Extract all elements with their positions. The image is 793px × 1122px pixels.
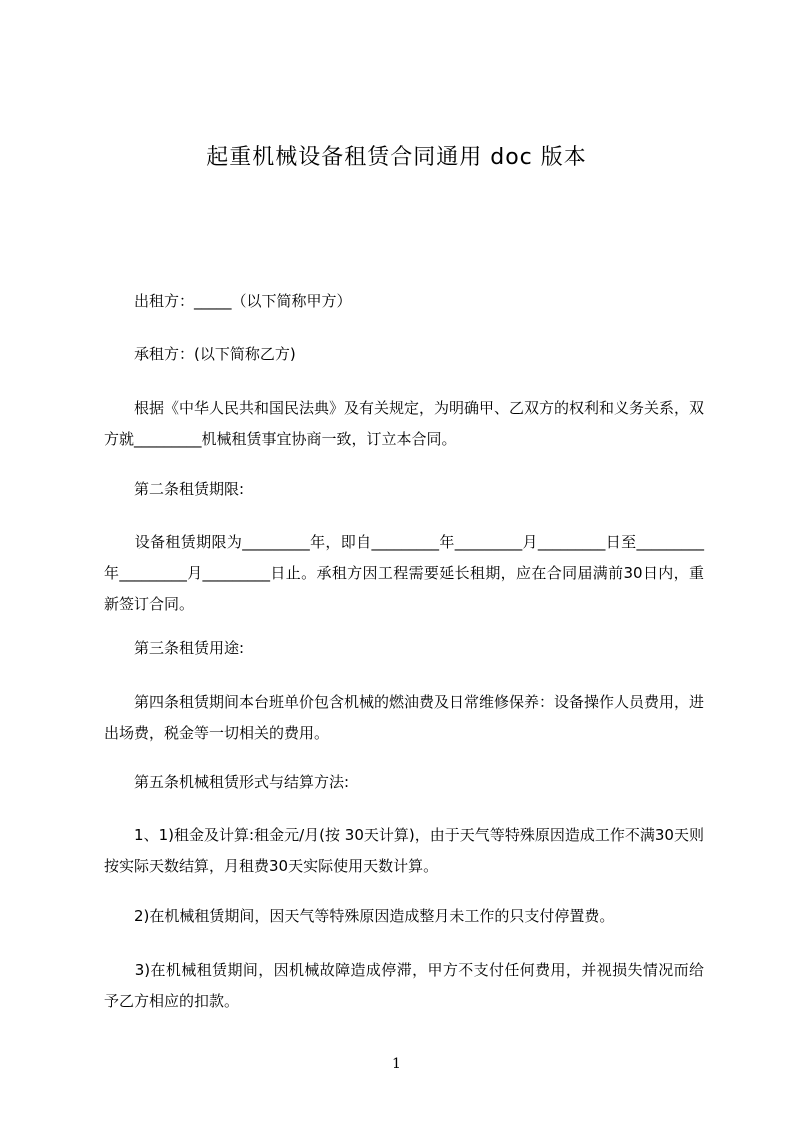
paragraph-article-5-item-1: 1、1)租金及计算:租金元/月(按 30天计算)，由于天气等特殊原因造成工作不满30天则按实际天数结算，月租费30天实际使用天数计算。 — [104, 826, 704, 875]
page-number: 1 — [392, 1056, 401, 1072]
paragraph-lessor: 出租方：_____（以下简称甲方） — [104, 292, 352, 310]
paragraph-article-4: 第四条租赁期间本台班单价包含机械的燃油费及日常维修保养：设备操作人员费用，进出场费，税金等一切相关的费用。 — [104, 693, 705, 742]
paragraph-article-2-heading: 第二条租赁期限: — [104, 480, 245, 498]
paragraph-lessee: 承租方：(以下简称乙方) — [104, 345, 296, 363]
paragraph-article-5-heading: 第五条机械租赁形式与结算方法: — [104, 773, 350, 791]
paragraph-preamble: 根据《中华人民共和国民法典》及有关规定，为明确甲、乙双方的权利和义务关系，双方就_________机械租赁事宜协商一致，订立本合同。 — [104, 399, 705, 448]
document-title: 起重机械设备租赁合同通用 doc 版本 — [206, 145, 587, 170]
paragraph-article-5-item-2: 2)在机械租赁期间，因天气等特殊原因造成整月未工作的只支付停置费。 — [104, 907, 615, 925]
paragraph-article-3-heading: 第三条租赁用途: — [104, 639, 245, 657]
paragraph-article-2-body: 设备租赁期限为_________年，即自_________年_________月_________日至_________年_________月_________日止。承租方因工程需要延长租期，应在合同届满前30日内，重新签订合同。 — [104, 533, 704, 613]
paragraph-article-5-item-3: 3)在机械租赁期间，因机械故障造成停滞，甲方不支付任何费用，并视损失情况而给予乙方相应的扣款。 — [104, 961, 704, 1010]
